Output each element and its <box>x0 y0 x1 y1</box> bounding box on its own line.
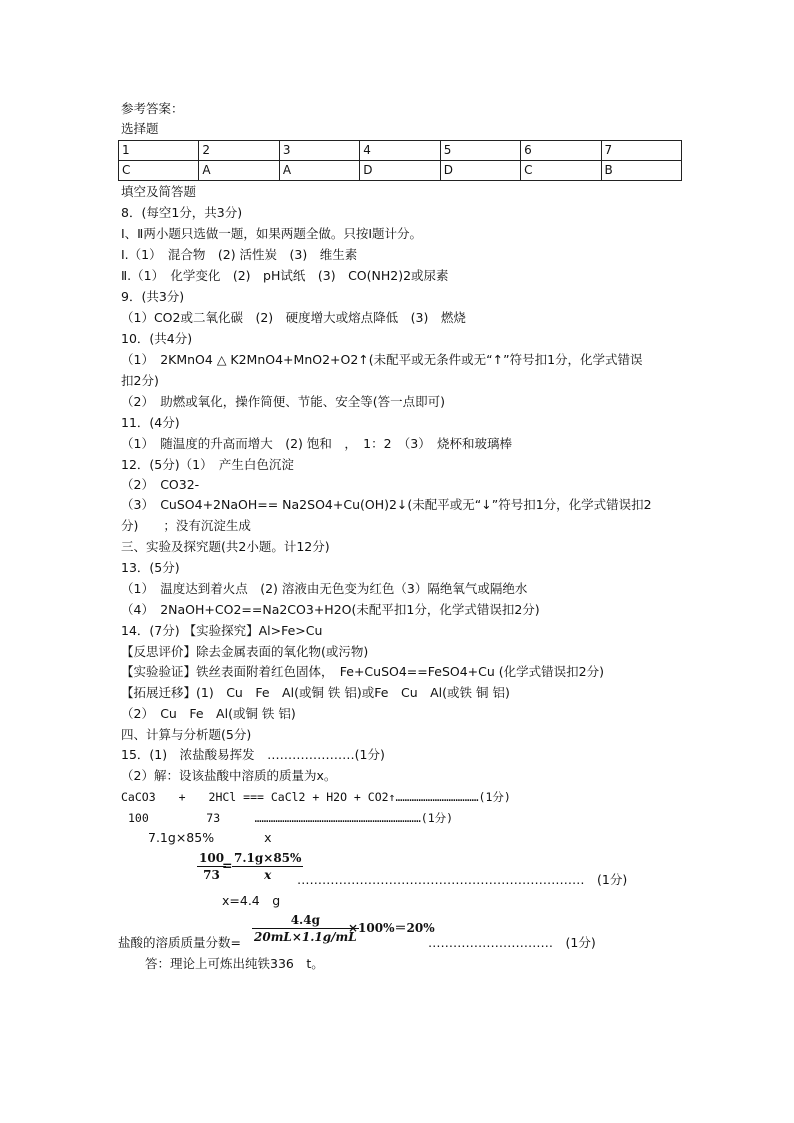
q14-extend: 【拓展迁移】(1) Cu Fe Al(或铜 铁 铝)或Fe Cu Al(或铁 铜 铝) <box>121 685 510 700</box>
table-cell-answer: C <box>119 161 199 181</box>
mass-fraction <box>252 912 359 945</box>
q15-given-values: 7.1g×85% x <box>148 830 272 845</box>
table-cell-number: 3 <box>279 141 359 161</box>
q15-molar-masses: 100 73 ………………………………………………………………(1分) <box>128 811 454 825</box>
fill-in-heading: 填空及简答题 <box>121 184 197 199</box>
q11-heading: 11．(4分) <box>121 415 180 430</box>
q10-answer-2: （2） 助燃或氧化，操作简便、节能、安全等(答一点即可) <box>121 394 445 409</box>
q8-part-ii: Ⅱ.（1） 化学变化 (2) pH试纸 (3) CO(NH2)2或尿素 <box>121 268 449 283</box>
q9-answer: （1）CO2或二氧化碳 (2) 硬度增大或熔点降低 (3) 燃烧 <box>121 310 466 325</box>
q8-part-i: Ⅰ.（1） 混合物 (2) 活性炭 (3) 维生素 <box>121 247 358 262</box>
fraction-denominator: 73 <box>203 868 220 882</box>
final-answer: 答：理论上可炼出纯铁336 t。 <box>145 956 324 971</box>
table-cell-answer: A <box>199 161 279 181</box>
fraction-denominator <box>252 929 359 945</box>
denominator-text: 20mL×1.1g/mL <box>254 930 357 944</box>
q14-reflect: 【反思评价】除去金属表面的氧化物(或污物) <box>121 644 369 659</box>
multiple-choice-answer-table <box>118 140 682 181</box>
q8-note: Ⅰ、Ⅱ两小题只选做一题，如果两题全做。只按Ⅰ题计分。 <box>121 226 423 241</box>
mass-fraction-result: ×100%＝20% <box>348 921 435 935</box>
table-row-answers <box>119 161 682 181</box>
table-cell-number: 1 <box>119 141 199 161</box>
table-cell-number: 2 <box>199 141 279 161</box>
fraction-numerator: 100 <box>199 851 225 865</box>
table-cell-number: 5 <box>440 141 520 161</box>
q11-answer: （1） 随温度的升高而增大 (2) 饱和 ， 1：2 （3） 烧杯和玻璃棒 <box>121 436 512 451</box>
q9-heading: 9．(共3分) <box>121 289 185 304</box>
fraction-numerator: 4.4g <box>252 912 359 929</box>
q10-answer-1: （1） 2KMnO4 △ K2MnO4+MnO2+O2↑(未配平或无条件或无“↑”符号扣1分，化学式错误 <box>121 352 643 367</box>
q15-mass-fraction-label: 盐酸的溶质质量分数= <box>118 935 241 950</box>
table-cell-answer: B <box>601 161 681 181</box>
q15-answer-2: （2）解：设该盐酸中溶质的质量为x。 <box>121 768 337 783</box>
q15-answer-1: 15．(1) 浓盐酸易挥发 …………………(1分) <box>121 747 385 762</box>
fraction-right <box>232 850 303 883</box>
mass-fraction-dots: ………………………… (1分) <box>428 935 596 950</box>
table-cell-answer: A <box>279 161 359 181</box>
section-3-heading: 三、实验及探究题(共2小题。计12分) <box>121 539 330 554</box>
table-cell-number: 4 <box>360 141 440 161</box>
q10-heading: 10．(共4分) <box>121 331 193 346</box>
table-cell-answer: D <box>360 161 440 181</box>
q15-equation: CaCO3 + 2HCl === CaCl2 + H2O + CO2↑………………………………(1分) <box>121 790 511 804</box>
q12-answer-3-cont: 分) ；没有沉淀生成 <box>121 518 251 533</box>
q12-answer-3: （3） CuSO4+2NaOH== Na2SO4+Cu(OH)2↓(未配平或无“↓”符号扣1分，化学式错误扣2 <box>121 497 652 512</box>
q14-verify: 【实验验证】铁丝表面附着红色固体， Fe+CuSO4==FeSO4+Cu (化学式错误扣2分) <box>121 664 604 679</box>
table-row-numbers <box>119 141 682 161</box>
q8-heading: 8．(每空1分，共3分) <box>121 205 243 220</box>
table-cell-number: 6 <box>521 141 601 161</box>
variable-x: x <box>264 868 272 882</box>
q12-answer-2: （2） CO32- <box>121 477 200 492</box>
q10-answer-1-cont: 扣2分) <box>121 373 159 388</box>
fraction-numerator: 7.1g×85% <box>234 851 302 865</box>
q13-answer-1: （1） 温度达到着火点 (2) 溶液由无色变为红色（3）隔绝氧气或隔绝水 <box>121 581 528 596</box>
q15-x-value: x=4.4 g <box>222 893 281 908</box>
q13-heading: 13．(5分) <box>121 560 180 575</box>
q12-heading: 12．(5分)（1） 产生白色沉淀 <box>121 457 294 472</box>
table-cell-number: 7 <box>601 141 681 161</box>
multiple-choice-heading: 选择题 <box>121 121 159 136</box>
table-cell-answer: C <box>521 161 601 181</box>
q14-heading: 14．(7分) 【实验探究】Al>Fe>Cu <box>121 623 323 638</box>
q14-answer-2: （2） Cu Fe Al(或铜 铁 铝) <box>121 706 296 721</box>
equals-sign: = <box>222 858 233 873</box>
proportion-dots: …………………………………………………………… (1分) <box>297 872 628 887</box>
section-4-heading: 四、计算与分析题(5分) <box>121 727 252 742</box>
q13-answer-4: （4） 2NaOH+CO2==Na2CO3+H2O(未配平扣1分，化学式错误扣2分) <box>121 602 540 617</box>
fraction-denominator <box>232 867 303 883</box>
table-cell-answer: D <box>440 161 520 181</box>
answer-key-title: 参考答案： <box>121 101 184 116</box>
